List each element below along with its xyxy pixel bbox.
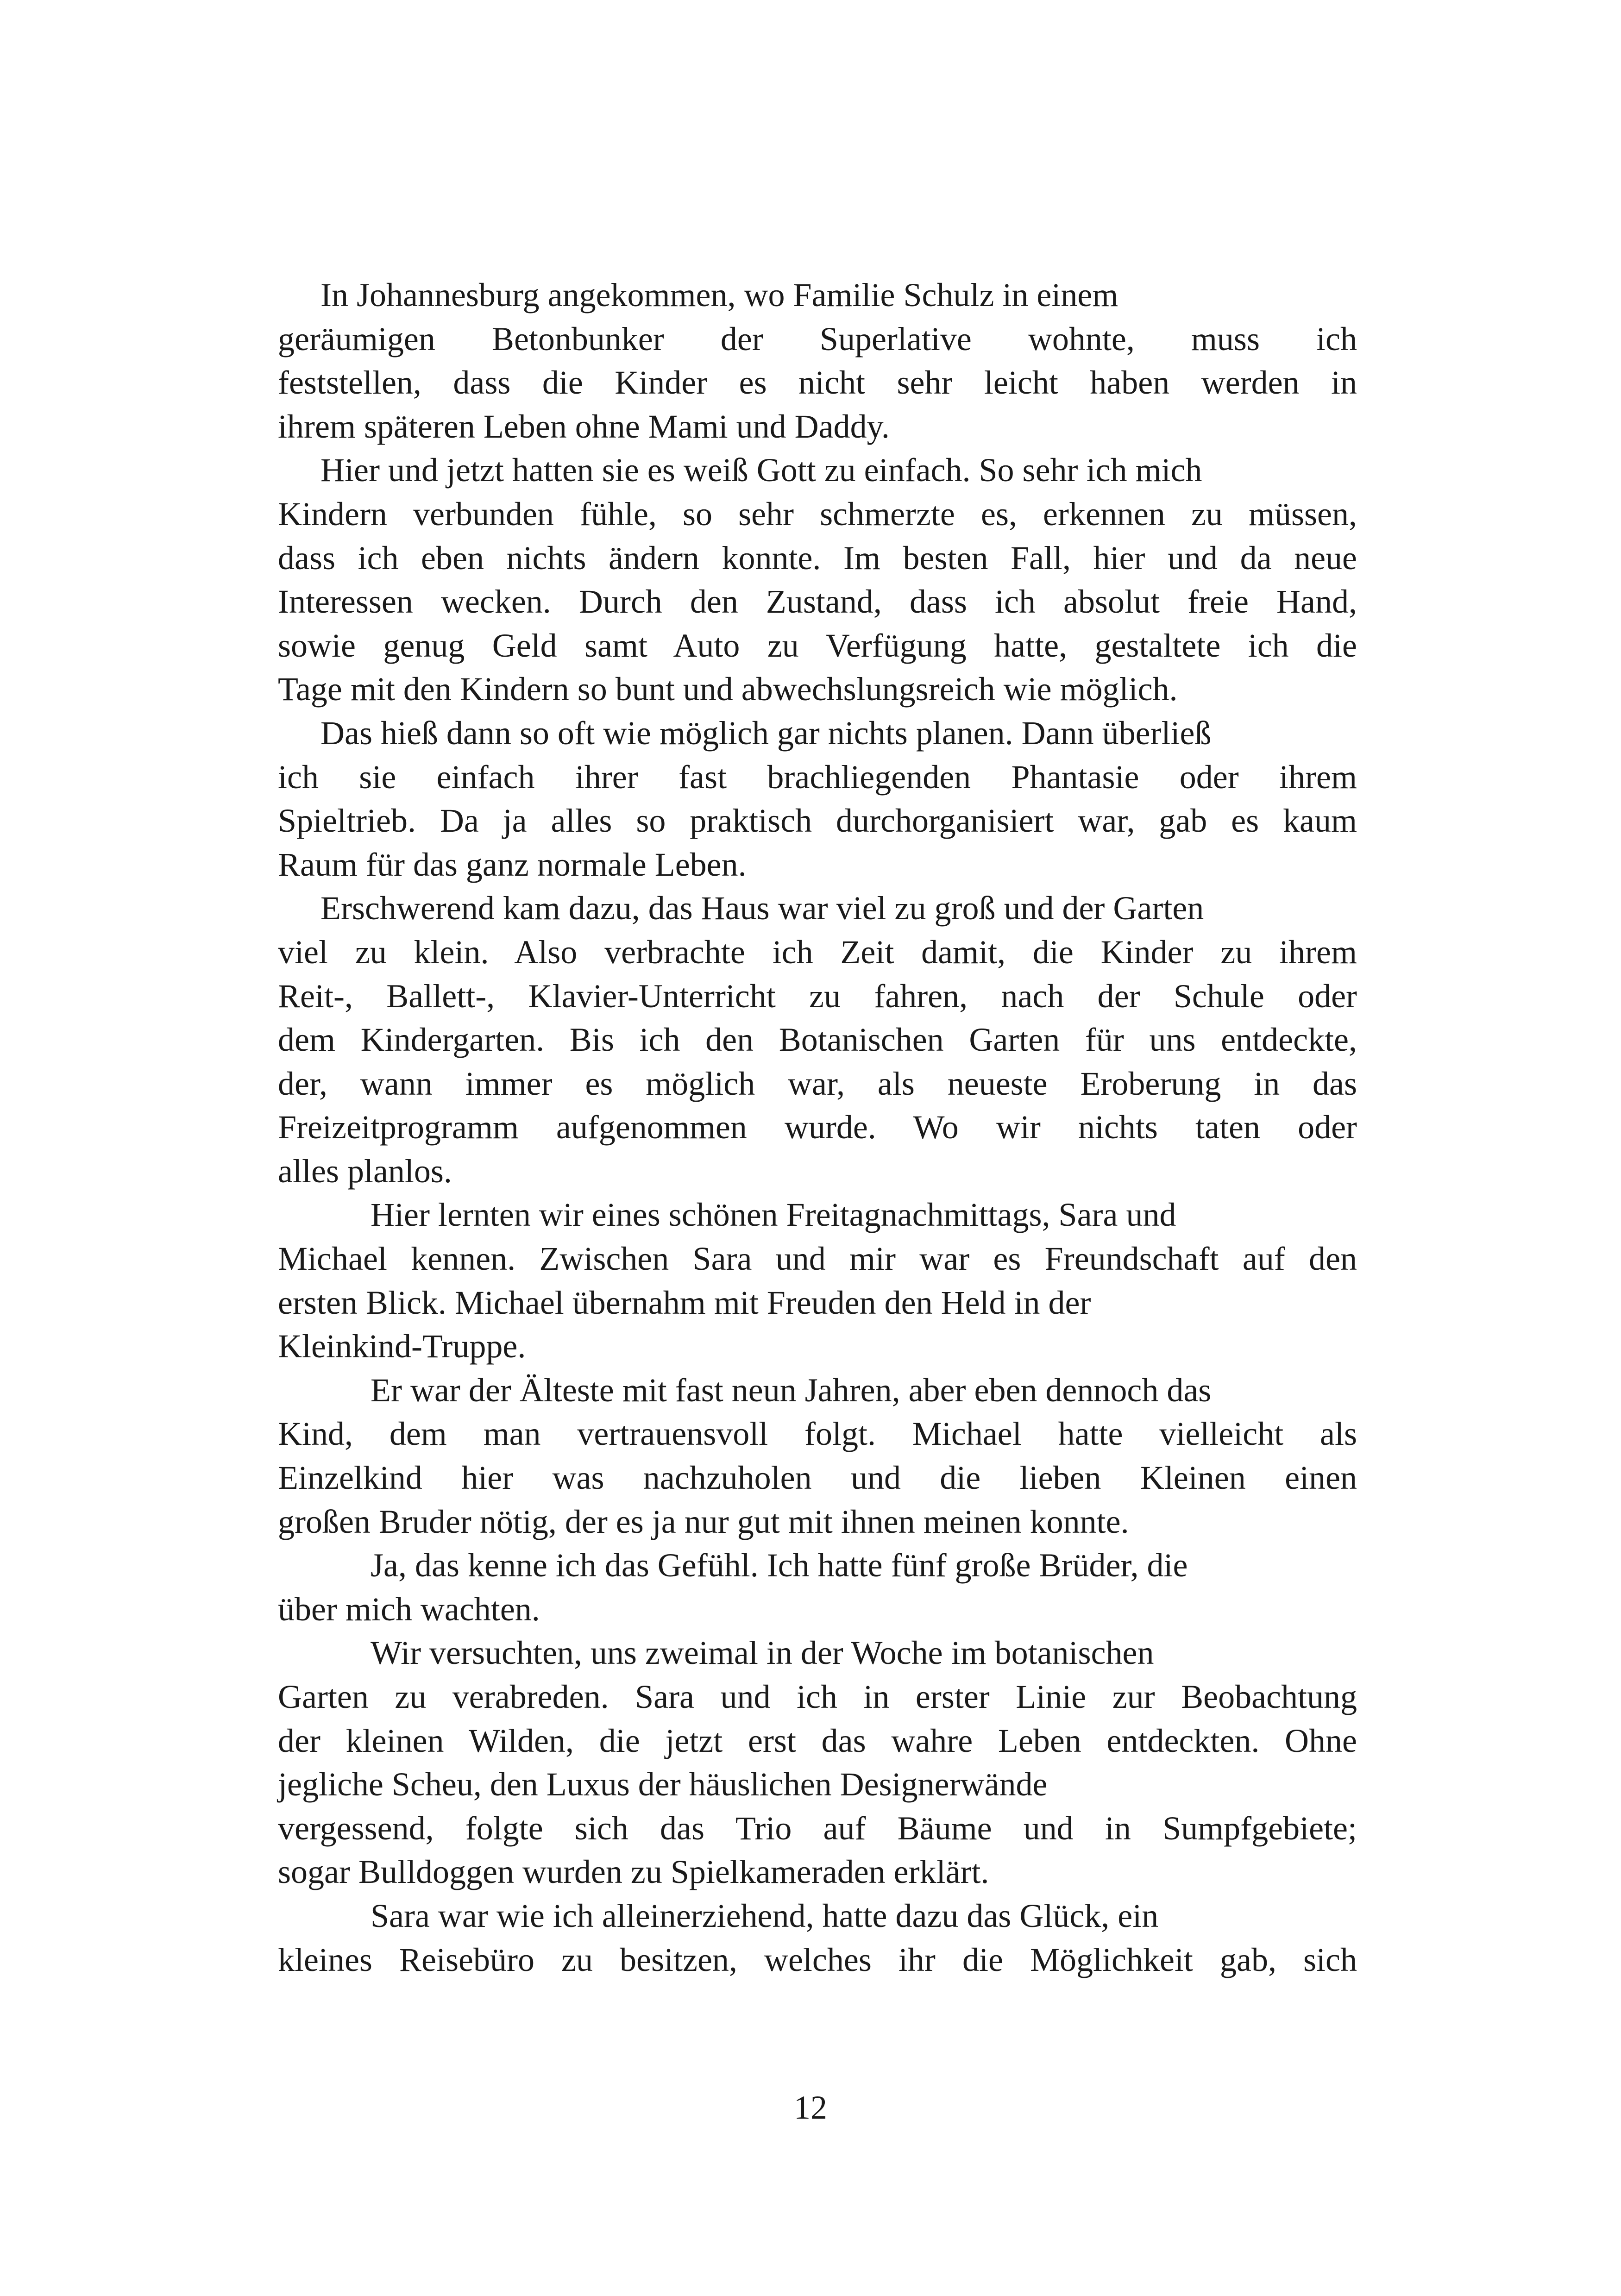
body-text bbox=[278, 273, 1357, 1982]
text-line: Das hieß dann so oft wie möglich gar nichts planen. Dann überließ bbox=[320, 714, 1212, 752]
text-line: Interessen wecken. Durch den Zustand, dass ich absolut freie Hand, bbox=[278, 583, 1357, 621]
text-line: der kleinen Wilden, die jetzt erst das wahre Leben entdeckten. Ohne bbox=[278, 1722, 1357, 1759]
text-line: der, wann immer es möglich war, als neueste Eroberung in das bbox=[278, 1065, 1357, 1102]
text-line: Garten zu verabreden. Sara und ich in erster Linie zur Beobachtung bbox=[278, 1678, 1357, 1715]
text-line: feststellen, dass die Kinder es nicht sehr leicht haben werden in bbox=[278, 364, 1357, 401]
text-line: Kind, dem man vertrauensvoll folgt. Michael hatte vielleicht als bbox=[278, 1415, 1357, 1453]
text-line: dem Kindergarten. Bis ich den Botanischen Garten für uns entdeckte, bbox=[278, 1021, 1357, 1059]
text-line: Erschwerend kam dazu, das Haus war viel zu groß und der Garten bbox=[320, 890, 1204, 927]
text-line: Hier und jetzt hatten sie es weiß Gott zu einfach. So sehr ich mich bbox=[320, 452, 1202, 489]
text-line: kleines Reisebüro zu besitzen, welches ihr die Möglichkeit gab, sich bbox=[278, 1941, 1357, 1978]
text-line: großen Bruder nötig, der es ja nur gut mit ihnen meinen konnte. bbox=[278, 1503, 1129, 1540]
text-line: Freizeitprogramm aufgenommen wurde. Wo wir nichts taten oder bbox=[278, 1109, 1357, 1146]
text-line: Spieltrieb. Da ja alles so praktisch durchorganisiert war, gab es kaum bbox=[278, 802, 1357, 840]
text-line: In Johannesburg angekommen, wo Familie Schulz in einem bbox=[320, 276, 1118, 314]
text-line: alles planlos. bbox=[278, 1152, 452, 1190]
text-line: über mich wachten. bbox=[278, 1590, 540, 1628]
text-line: Sara war wie ich alleinerziehend, hatte dazu das Glück, ein bbox=[371, 1897, 1159, 1934]
text-line: ich sie einfach ihrer fast brachliegenden Phantasie oder ihrem bbox=[278, 758, 1357, 796]
text-line: Hier lernten wir eines schönen Freitagnachmittags, Sara und bbox=[371, 1196, 1176, 1234]
text-line: dass ich eben nichts ändern konnte. Im besten Fall, hier und da neue bbox=[278, 539, 1357, 577]
text-line: Einzelkind hier was nachzuholen und die lieben Kleinen einen bbox=[278, 1459, 1357, 1497]
text-line: Tage mit den Kindern so bunt und abwechslungsreich wie möglich. bbox=[278, 671, 1178, 708]
text-line: Ja, das kenne ich das Gefühl. Ich hatte fünf große Brüder, die bbox=[371, 1547, 1188, 1584]
text-line: sogar Bulldoggen wurden zu Spielkameraden erklärt. bbox=[278, 1853, 989, 1891]
text-line: viel zu klein. Also verbrachte ich Zeit damit, die Kinder zu ihrem bbox=[278, 933, 1357, 971]
page-number: 12 bbox=[794, 2089, 827, 2126]
text-line: Wir versuchten, uns zweimal in der Woche im botanischen bbox=[371, 1634, 1154, 1672]
text-line: Reit-, Ballett-, Klavier-Unterricht zu fahren, nach der Schule oder bbox=[278, 977, 1357, 1015]
text-line: Raum für das ganz normale Leben. bbox=[278, 846, 747, 883]
text-line: Kindern verbunden fühle, so sehr schmerzte es, erkennen zu müssen, bbox=[278, 495, 1357, 533]
text-line: jegliche Scheu, den Luxus der häuslichen Designerwände bbox=[278, 1766, 1048, 1803]
text-line: Kleinkind-Truppe. bbox=[278, 1328, 526, 1365]
text-line: sowie genug Geld samt Auto zu Verfügung hatte, gestaltete ich die bbox=[278, 627, 1357, 664]
text-line: geräumigen Betonbunker der Superlative wohnte, muss ich bbox=[278, 320, 1357, 358]
text-line: Er war der Älteste mit fast neun Jahren, aber eben dennoch das bbox=[371, 1371, 1212, 1409]
text-line: vergessend, folgte sich das Trio auf Bäume und in Sumpfgebiete; bbox=[278, 1809, 1357, 1847]
text-line: Michael kennen. Zwischen Sara und mir war es Freundschaft auf den bbox=[278, 1240, 1357, 1278]
text-line: ersten Blick. Michael übernahm mit Freuden den Held in der bbox=[278, 1284, 1091, 1321]
text-line: ihrem späteren Leben ohne Mami und Daddy. bbox=[278, 408, 890, 445]
